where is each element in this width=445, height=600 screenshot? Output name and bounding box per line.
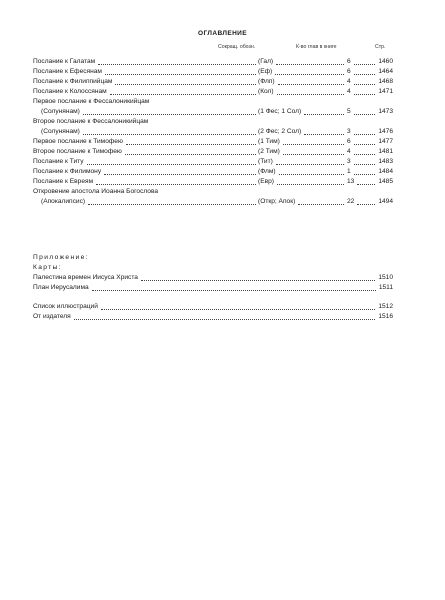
entry-chapter-count: 3 <box>347 158 351 165</box>
dot-leader <box>357 184 375 185</box>
entry-name: Послание к Ефесянам <box>33 68 102 75</box>
dot-leader <box>354 114 375 115</box>
entry-name: Послание к Колоссянам <box>33 88 107 95</box>
entry-abbreviation: (Кол) <box>258 88 274 95</box>
toc-entry <box>33 147 393 157</box>
appendix-entry <box>33 283 393 293</box>
dot-leader <box>354 134 375 135</box>
column-header-page: Стр. <box>375 44 386 50</box>
entry-chapter-count: 4 <box>347 88 351 95</box>
dot-leader <box>126 144 256 145</box>
appendix-heading: Приложение: <box>33 254 89 261</box>
appendix-entry-name: От издателя <box>33 313 71 320</box>
dot-leader <box>276 164 344 165</box>
appendix-entry <box>33 312 393 322</box>
dot-leader <box>304 134 344 135</box>
dot-leader <box>83 134 256 135</box>
toc-entry <box>33 87 393 97</box>
appendix-entry-page: 1511 <box>378 284 393 291</box>
entry-page: 1485 <box>378 178 393 185</box>
dot-leader <box>283 144 344 145</box>
dot-leader <box>110 94 256 95</box>
entry-abbreviation: (2 Тим) <box>258 148 280 155</box>
entry-abbreviation: (1 Тим) <box>258 138 280 145</box>
toc-entry-title-line <box>33 187 393 197</box>
entry-name-continuation: (Солунянам) <box>41 108 80 115</box>
entry-page: 1484 <box>378 168 393 175</box>
dot-leader <box>354 164 375 165</box>
entry-name: Послание к Титу <box>33 158 84 165</box>
entry-chapter-count: 6 <box>347 58 351 65</box>
dot-leader <box>277 94 344 95</box>
entry-page: 1494 <box>378 198 393 205</box>
dot-leader <box>141 280 375 281</box>
dot-leader <box>87 164 256 165</box>
toc-entry <box>33 77 393 87</box>
entry-chapter-count: 4 <box>347 148 351 155</box>
entry-abbreviation: (Гал) <box>258 58 274 65</box>
dot-leader <box>275 74 344 75</box>
toc-entry <box>33 57 393 67</box>
dot-leader <box>92 290 376 291</box>
entry-name: Первое послание к Тимофею <box>33 138 123 145</box>
dot-leader <box>98 64 256 65</box>
entry-abbreviation: (2 Фес; 2 Сол) <box>258 128 302 135</box>
appendix-entry-name: Палестина времен Иисуса Христа <box>33 274 138 281</box>
dot-leader <box>279 174 344 175</box>
entry-page: 1468 <box>378 78 393 85</box>
entry-chapter-count: 22 <box>347 198 355 205</box>
entry-chapter-count: 5 <box>347 108 351 115</box>
entry-abbreviation: (Еф) <box>258 68 273 75</box>
dot-leader <box>354 174 375 175</box>
dot-leader <box>304 114 344 115</box>
entry-chapter-count: 13 <box>347 178 355 185</box>
dot-leader <box>96 184 256 185</box>
dot-leader <box>298 204 344 205</box>
entry-name: Послание к Галатам <box>33 58 96 65</box>
dot-leader <box>104 174 256 175</box>
entry-chapter-count: 1 <box>347 168 351 175</box>
dot-leader <box>354 144 375 145</box>
dot-leader <box>125 154 256 155</box>
dot-leader <box>283 154 344 155</box>
entry-name-continuation: (Апокалипсис) <box>41 198 86 205</box>
entry-name: Второе послание к Тимофею <box>33 148 122 155</box>
appendix-entry-page: 1516 <box>378 313 393 320</box>
entry-page: 1471 <box>378 88 393 95</box>
appendix-entry <box>33 273 393 283</box>
column-header-abbr: Сокращ. обозн. <box>218 44 256 50</box>
appendix-entry-name: План Иерусалима <box>33 284 89 291</box>
entry-page: 1477 <box>378 138 393 145</box>
appendix-entry-name: Список иллюстраций <box>33 303 98 310</box>
dot-leader <box>278 84 344 85</box>
dot-leader <box>74 319 375 320</box>
toc-entry <box>33 177 393 187</box>
dot-leader <box>115 84 256 85</box>
toc-entry <box>33 167 393 177</box>
page-title: ОГЛАВЛЕНИЕ <box>198 30 247 37</box>
entry-page: 1481 <box>378 148 393 155</box>
maps-heading: Карты: <box>33 264 63 271</box>
toc-entry-title-line <box>33 97 393 107</box>
entry-name: Послание к Евреям <box>33 178 94 185</box>
entry-abbreviation: (Тит) <box>258 158 273 165</box>
appendix-entry-page: 1510 <box>378 274 393 281</box>
toc-entry <box>33 197 393 207</box>
entry-page: 1483 <box>378 158 393 165</box>
dot-leader <box>88 204 256 205</box>
dot-leader <box>354 94 375 95</box>
entry-chapter-count: 4 <box>347 78 351 85</box>
toc-entry <box>33 137 393 147</box>
entry-name: Откровение апостола Иоанна Богослова <box>33 188 159 195</box>
toc-entry <box>33 107 393 117</box>
entry-name: Послание к Филимону <box>33 168 102 175</box>
dot-leader <box>83 114 256 115</box>
dot-leader <box>357 204 375 205</box>
toc-entry <box>33 157 393 167</box>
entry-page: 1464 <box>378 68 393 75</box>
entry-abbreviation: (1 Фес; 1 Сол) <box>258 108 302 115</box>
dot-leader <box>354 74 375 75</box>
toc-entry <box>33 127 393 137</box>
toc-entry <box>33 67 393 77</box>
dot-leader <box>354 64 375 65</box>
entry-page: 1460 <box>378 58 393 65</box>
entry-chapter-count: 6 <box>347 68 351 75</box>
entry-name: Послание к Филиппийцам <box>33 78 113 85</box>
entry-name-continuation: (Солунянам) <box>41 128 80 135</box>
dot-leader <box>101 309 375 310</box>
dot-leader <box>276 64 344 65</box>
toc-entry-title-line <box>33 117 393 127</box>
appendix-entry <box>33 302 393 312</box>
dot-leader <box>105 74 256 75</box>
entry-chapter-count: 6 <box>347 138 351 145</box>
appendix-entry-page: 1512 <box>378 303 393 310</box>
dot-leader <box>354 154 375 155</box>
entry-abbreviation: (Флм) <box>258 168 276 175</box>
entry-name: Первое послание к Фессалоникийцам <box>33 98 150 105</box>
entry-abbreviation: (Откр; Апок) <box>258 198 296 205</box>
dot-leader <box>354 84 375 85</box>
entry-abbreviation: (Евр) <box>258 178 274 185</box>
entry-chapter-count: 3 <box>347 128 351 135</box>
entry-name: Второе послание к Фессалоникийцам <box>33 118 149 125</box>
entry-abbreviation: (Флп) <box>258 78 275 85</box>
column-header-count: К-во глав в книге <box>296 44 337 50</box>
entry-page: 1473 <box>378 108 393 115</box>
dot-leader <box>277 184 344 185</box>
entry-page: 1476 <box>378 128 393 135</box>
